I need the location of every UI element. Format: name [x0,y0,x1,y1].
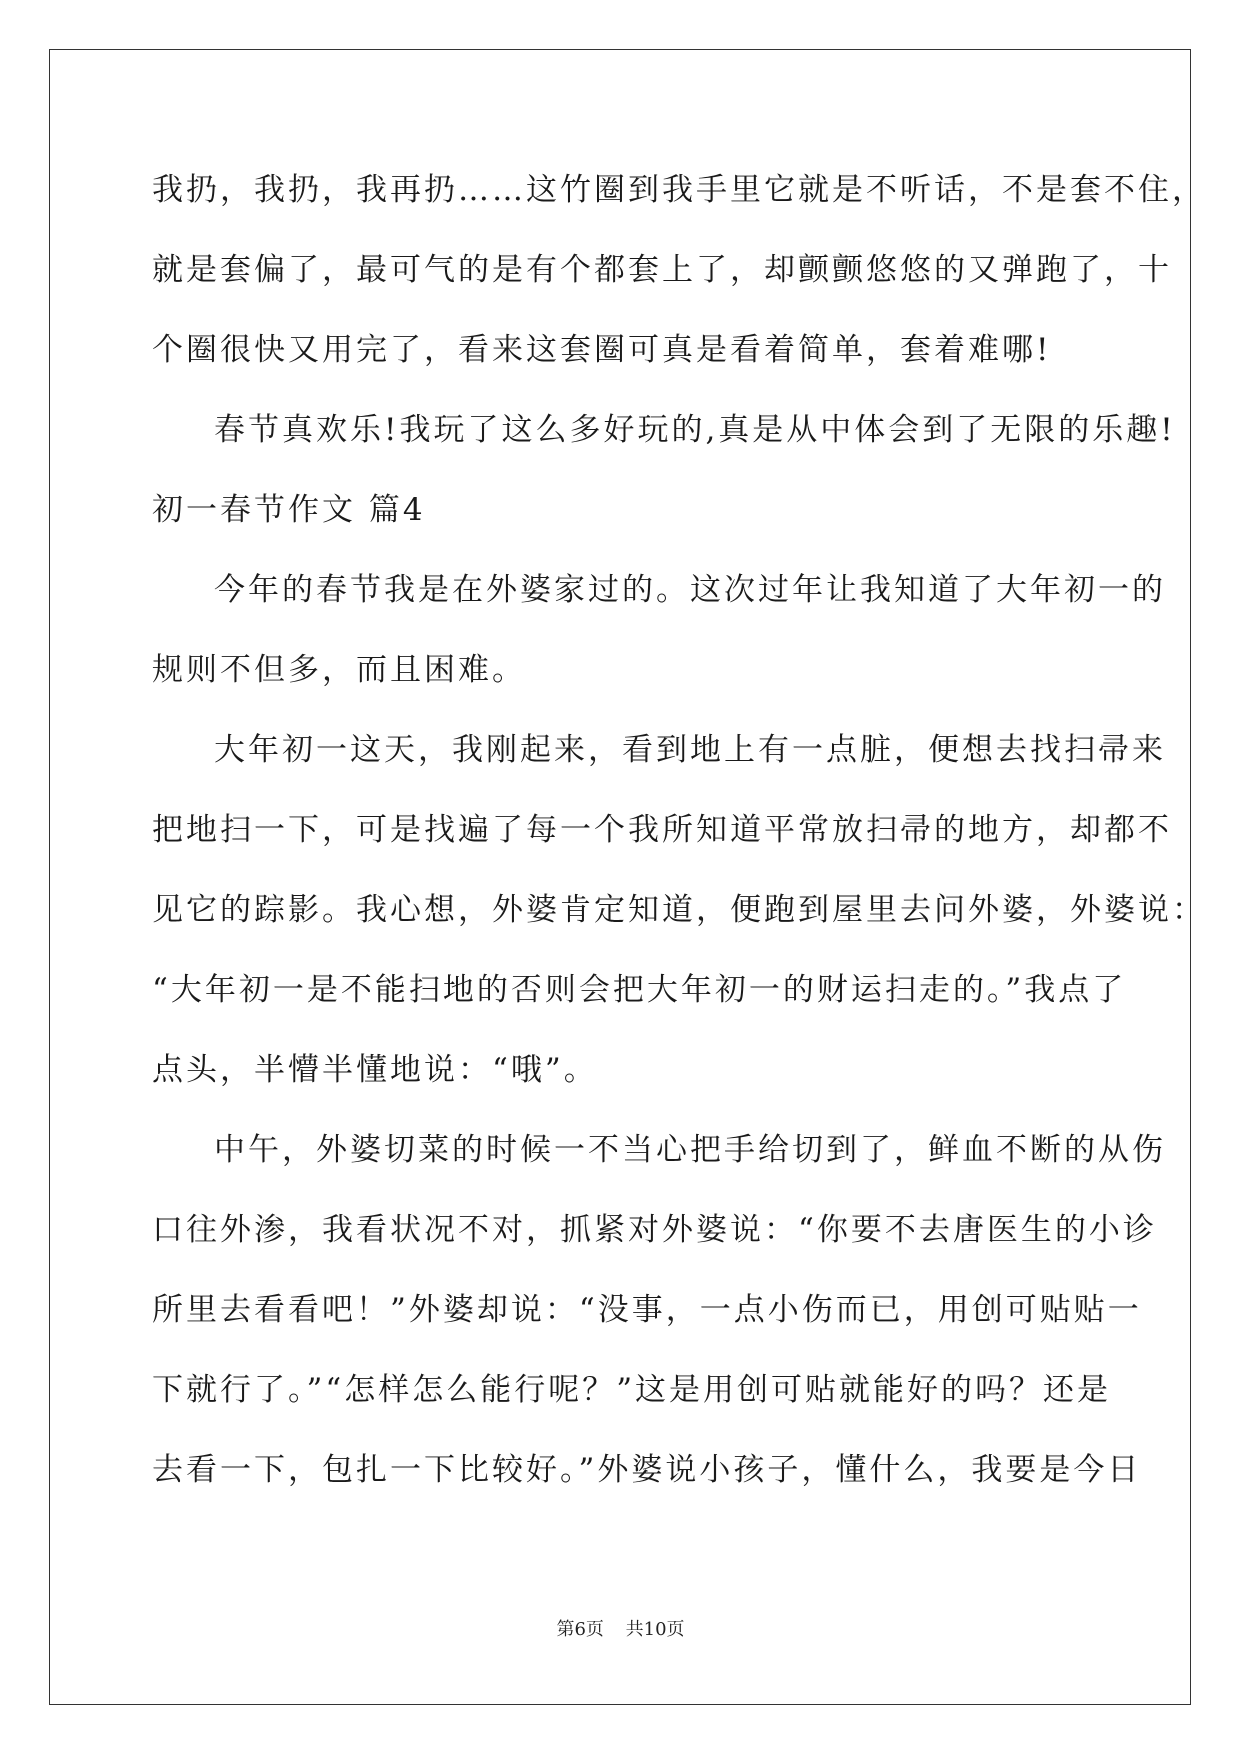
text-line: 规则不但多，而且困难。 [152,652,526,688]
text-line: 所里去看看吧！”外婆却说：“没事，一点小伤而已，用创可贴贴一 [152,1292,1142,1328]
page-total: 共10页 [625,1619,685,1640]
text-line: 今年的春节我是在外婆家过的。这次过年让我知道了大年初一的 [214,572,1166,608]
page-footer [0,1615,1241,1641]
section-heading: 初一春节作文 篇4 [152,492,426,528]
text-line: 就是套偏了，最可气的是有个都套上了，却颤颤悠悠的又弹跑了，十 [152,252,1172,288]
text-line: 点头，半懵半懂地说：“哦”。 [152,1052,598,1088]
text-line: 大年初一这天，我刚起来，看到地上有一点脏，便想去找扫帚来 [214,732,1166,768]
text-line: 下就行了。”“怎样怎么能行呢？”这是用创可贴就能好的吗？还是 [152,1372,1112,1408]
text-line: 春节真欢乐!我玩了这么多好玩的,真是从中体会到了无限的乐趣! [214,412,1176,448]
text-line: 中午，外婆切菜的时候一不当心把手给切到了，鲜血不断的从伤 [214,1132,1166,1168]
text-line: “大年初一是不能扫地的否则会把大年初一的财运扫走的。”我点了 [152,972,1127,1008]
text-line: 把地扫一下，可是找遍了每一个我所知道平常放扫帚的地方，却都不 [152,812,1172,848]
text-line: 口往外渗，我看状况不对，抓紧对外婆说：“你要不去唐医生的小诊 [152,1212,1157,1248]
document-body [152,160,1206,1520]
text-line: 见它的踪影。我心想，外婆肯定知道，便跑到屋里去问外婆，外婆说： [152,892,1206,928]
text-line: 个圈很快又用完了，看来这套圈可真是看着简单，套着难哪! [152,332,1052,368]
page-number: 第6页 [556,1619,604,1640]
text-line: 去看一下，包扎一下比较好。”外婆说小孩子，懂什么，我要是今日 [152,1452,1142,1488]
text-line: 我扔，我扔，我再扔……这竹圈到我手里它就是不听话，不是套不住， [152,172,1206,208]
